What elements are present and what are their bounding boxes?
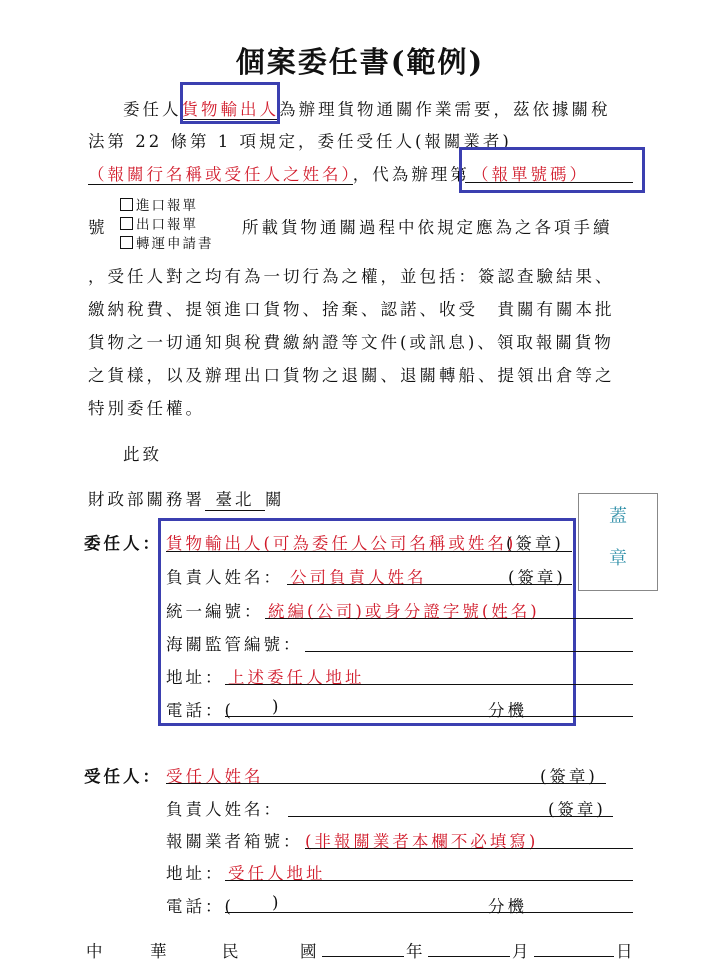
- date-char-1: 中: [86, 942, 106, 961]
- intro-hao: 號: [88, 218, 108, 237]
- day-line: [534, 956, 614, 957]
- intro-line-2: 法第 22 條第 1 項規定，委任受任人(報關業者): [88, 132, 512, 151]
- intro-line-1-suffix: 為辦理貨物通關作業需要，茲依據關稅: [279, 100, 611, 119]
- month-line: [428, 956, 510, 957]
- checkbox-export[interactable]: 出口報單: [120, 213, 198, 233]
- agent-ext-label: 分機: [488, 897, 527, 916]
- intro-line-3-mid: ，代為辦理第: [352, 165, 470, 184]
- agent-phone-label: 電話：(: [166, 897, 234, 916]
- principal-phone-paren: ): [272, 697, 282, 716]
- agent-name: 受任人姓名: [166, 767, 264, 786]
- agent-addr-label: 地址：: [166, 864, 225, 883]
- agent-addr-value: 受任人地址: [228, 864, 326, 883]
- seal-char-2: 章: [609, 548, 627, 569]
- intro-line-5: ，受任人對之均有為一切行為之權，並包括：簽認查驗結果、: [88, 267, 615, 286]
- intro-line-7: 貨物之一切通知與稅費繳納證等文件(或訊息)、領取報關貨物: [88, 333, 614, 352]
- intro-line-9: 特別委任權。: [88, 399, 205, 418]
- agent-rep-label: 負責人姓名：: [166, 800, 283, 819]
- agent-phone-paren: ): [272, 893, 282, 912]
- intro-principal-role: 貨物輸出人: [181, 100, 279, 119]
- agent-name-line: [166, 783, 606, 784]
- principal-name: 貨物輸出人(可為委任人公司名稱或姓名): [166, 534, 517, 553]
- principal-rep-line: [287, 584, 572, 585]
- date-char-4: 國: [300, 942, 320, 961]
- principal-id-line: [265, 618, 633, 619]
- principal-id-value: 統編(公司)或身分證字號(姓名): [268, 602, 540, 621]
- principal-phone-line: [225, 716, 633, 717]
- intro-line-3: [88, 161, 470, 185]
- principal-phone-label: 電話：(: [166, 701, 234, 720]
- date-day: 日: [616, 942, 636, 961]
- intro-line-4: 所載貨物通關過程中依規定應為之各項手續: [242, 218, 613, 237]
- seal-box: [578, 493, 658, 591]
- principal-name-line: [166, 551, 572, 552]
- principal-addr-label: 地址：: [166, 668, 225, 687]
- principal-rep-label: 負責人姓名：: [166, 568, 283, 587]
- checkbox-import[interactable]: 進口報單: [120, 194, 198, 214]
- year-line: [322, 956, 404, 957]
- agent-name-placeholder: （報關行名稱或受任人之姓名）: [88, 165, 353, 184]
- customs-city: 臺北: [205, 486, 265, 511]
- agent-box-line: [305, 848, 633, 849]
- principal-sign-1: (簽章): [506, 534, 564, 553]
- checkbox-transit[interactable]: 轉運申請書: [120, 232, 214, 252]
- agent-box-label: 報關業者箱號：: [166, 832, 303, 851]
- date-year: 年: [406, 942, 426, 961]
- intro-principal-word: 委任人: [123, 100, 182, 119]
- principal-customs-id-line: [305, 651, 633, 652]
- date-char-2: 華: [150, 942, 170, 961]
- principal-ext-label: 分機: [488, 701, 527, 720]
- principal-customs-id-label: 海關監管編號：: [166, 635, 303, 654]
- checkbox-transit-box[interactable]: [120, 236, 133, 249]
- intro-line-8: 之貨樣，以及辦理出口貨物之退關、退關轉船、提領出倉等之: [88, 366, 615, 385]
- customs-office: 財政部關務署 臺北 關: [88, 486, 285, 511]
- regards: 此致: [123, 445, 162, 464]
- agent-rep-line: [288, 816, 613, 817]
- page-title: 個案委任書(範例): [235, 45, 485, 79]
- date-char-3: 民: [222, 942, 242, 961]
- agent-box-value: (非報關業者本欄不必填寫): [305, 832, 539, 851]
- principal-addr-line: [225, 684, 633, 685]
- checkbox-import-box[interactable]: [120, 198, 133, 211]
- highlight-box-principal: [180, 82, 280, 124]
- highlight-box-declaration: [459, 147, 645, 193]
- agent-phone-line: [225, 912, 633, 913]
- principal-rep-value: 公司負責人姓名: [290, 568, 427, 587]
- seal-char-1: 蓋: [609, 506, 627, 527]
- principal-addr-value: 上述委任人地址: [228, 668, 365, 687]
- agent-addr-line: [225, 880, 633, 881]
- principal-id-label: 統一編號：: [166, 602, 264, 621]
- principal-label: 委任人：: [84, 534, 162, 553]
- agent-sign-1: (簽章): [540, 767, 598, 786]
- date-month: 月: [512, 942, 532, 961]
- intro-line-6: 繳納稅費、提領進口貨物、捨棄、認諾、收受 貴關有關本批: [88, 300, 615, 319]
- checkbox-export-box[interactable]: [120, 217, 133, 230]
- principal-sign-2: (簽章): [508, 568, 566, 587]
- agent-sign-2: (簽章): [548, 800, 606, 819]
- agent-label: 受任人：: [84, 767, 162, 786]
- declaration-number-placeholder: （報單號碼）: [472, 165, 589, 184]
